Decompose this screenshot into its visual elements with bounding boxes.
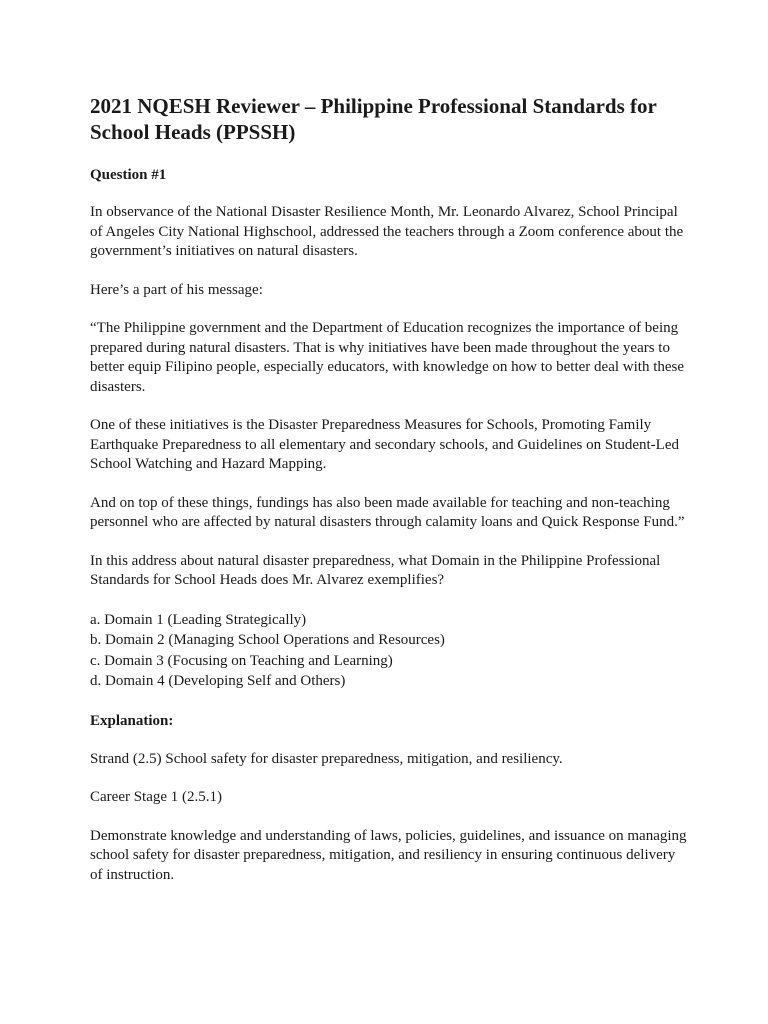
- paragraph-quote-1: “The Philippine government and the Department of Education recognizes the importance of being prepared during natural disasters. That is why initiatives have been made throughout the years to better equip Filipino people, especially educators, with knowledge on how to better deal with these disasters.: [90, 320, 685, 395]
- option-b: b. Domain 2 (Managing School Operations and Resources): [90, 632, 445, 648]
- paragraph-message-lead: Here’s a part of his message:: [90, 281, 263, 298]
- option-a: a. Domain 1 (Leading Strategically): [90, 611, 307, 628]
- answer-options: [90, 610, 690, 692]
- document-page: [90, 93, 690, 904]
- question-label: Question #1: [90, 167, 167, 183]
- paragraph-intro: In observance of the National Disaster Resilience Month, Mr. Leonardo Alvarez, School Principal of Angeles City National Highschool, addressed the teachers through a Zoom conference about the government’s initiatives on natural disasters.: [90, 204, 684, 259]
- explanation-label: Explanation:: [90, 712, 174, 729]
- explanation-strand: Strand (2.5) School safety for disaster preparedness, mitigation, and resiliency.: [90, 750, 563, 767]
- paragraph-quote-3: And on top of these things, fundings has also been made available for teaching and non-teaching personnel who are affected by natural disasters through calamity loans and Quick Response Fund.”: [90, 494, 685, 530]
- paragraph-question: In this address about natural disaster preparedness, what Domain in the Philippine Professional Standards for School Heads does Mr. Alvarez exemplifies?: [90, 552, 661, 588]
- explanation-description: Demonstrate knowledge and understanding of laws, policies, guidelines, and issuance on managing school safety for disaster preparedness, mitigation, and resiliency in ensuring continuous delivery of instruction.: [90, 827, 687, 883]
- option-d: d. Domain 4 (Developing Self and Others): [90, 673, 346, 689]
- paragraph-quote-2: One of these initiatives is the Disaster Preparedness Measures for Schools, Promoting Family Earthquake Preparedness to all elementary and secondary schools, and Guidelines on Student-Led School Watching and Hazard Mapping.: [90, 417, 679, 472]
- document-title: 2021 NQESH Reviewer – Philippine Professional Standards for School Heads (PPSSH): [90, 94, 657, 144]
- explanation-career-stage: Career Stage 1 (2.5.1): [90, 789, 223, 805]
- option-c: c. Domain 3 (Focusing on Teaching and Learning): [90, 652, 393, 669]
